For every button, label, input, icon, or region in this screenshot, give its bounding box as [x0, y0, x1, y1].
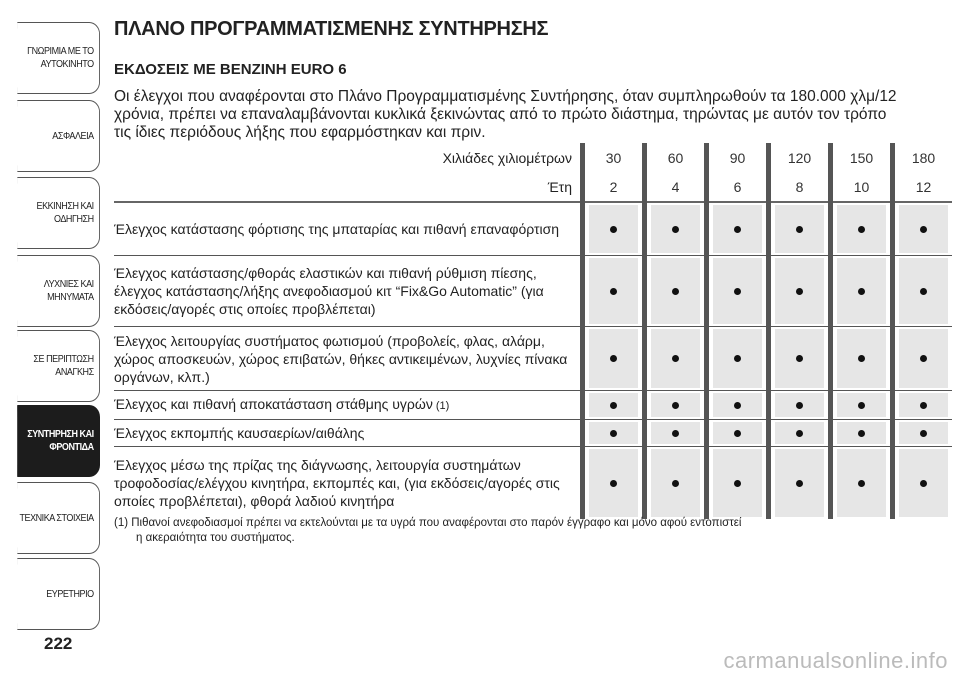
interval-cell-bg [775, 422, 824, 444]
interval-cell-bg [589, 393, 638, 417]
years-value: 2 [583, 172, 645, 202]
interval-cell [831, 447, 893, 520]
check-description [114, 420, 583, 447]
table-row [114, 391, 952, 420]
check-required-dot-icon [672, 402, 679, 409]
chapter-tab-label: ΣΥΝΤΗΡΗΣΗ ΚΑΙ ΦΡΟΝΤΙΔΑ [27, 429, 94, 453]
chapter-tab[interactable] [17, 100, 100, 172]
interval-cell [769, 256, 831, 327]
check-required-dot-icon [858, 226, 865, 233]
interval-cell-bg [775, 449, 824, 517]
check-label: Έλεγχος μέσω της πρίζας της διάγνωσης, λειτουργία συστημάτων τροφοδοσίας/ελέγχου κινητήρα, εκπομπές και, (για εκδόσεις/αγορές στις οποίες προβλέπεται), φθορά λαδιού κινητήρα [114, 457, 560, 509]
check-description [114, 391, 583, 420]
check-label: Έλεγχος κατάστασης φόρτισης της μπαταρίας και πιθανή επαναφόρτιση [114, 221, 560, 237]
check-required-dot-icon [734, 355, 741, 362]
interval-cell [769, 202, 831, 256]
interval-cell [645, 420, 707, 447]
interval-cell [769, 420, 831, 447]
interval-cell-bg [713, 205, 762, 253]
check-required-dot-icon [734, 288, 741, 295]
check-required-dot-icon [858, 480, 865, 487]
interval-cell-bg [713, 258, 762, 324]
interval-cell [769, 391, 831, 420]
interval-cell [769, 447, 831, 520]
interval-cell [645, 447, 707, 520]
interval-cell-bg [837, 422, 886, 444]
interval-cell-bg [837, 449, 886, 517]
interval-cell-bg [899, 329, 948, 388]
check-required-dot-icon [672, 226, 679, 233]
check-required-dot-icon [796, 480, 803, 487]
check-required-dot-icon [610, 402, 617, 409]
check-required-dot-icon [920, 430, 927, 437]
interval-cell-bg [775, 205, 824, 253]
check-required-dot-icon [610, 355, 617, 362]
interval-cell-bg [651, 393, 700, 417]
check-required-dot-icon [858, 402, 865, 409]
km-value: 180 [893, 143, 953, 172]
interval-cell [583, 327, 645, 391]
km-label: Χιλιάδες χιλιομέτρων [442, 149, 572, 166]
interval-cell [893, 327, 953, 391]
table-row [114, 447, 952, 520]
table-row [114, 202, 952, 256]
chapter-tab[interactable] [17, 177, 100, 249]
page-title: ΠΛΑΝΟ ΠΡΟΓΡΑΜΜΑΤΙΣΜΕΝΗΣ ΣΥΝΤΗΡΗΣΗΣ [114, 18, 549, 40]
check-label: Έλεγχος λειτουργίας συστήματος φωτισμού (προβολείς, φλας, αλάρμ, χώρος αποσκευών, χώρος επιβατών, θήκες αντικειμένων, λυχνίες πίνακα οργάνων, κλπ.) [114, 332, 568, 385]
km-value: 150 [831, 143, 893, 172]
check-required-dot-icon [858, 430, 865, 437]
footnote-ref: (1) [435, 400, 450, 412]
years-value: 8 [769, 172, 831, 202]
chapter-tab-label: ΑΣΦΑΛΕΙΑ [52, 130, 94, 142]
check-required-dot-icon [796, 430, 803, 437]
interval-cell [893, 202, 953, 256]
interval-cell [707, 420, 769, 447]
check-label: Έλεγχος εκπομπής καυσαερίων/αιθάλης [114, 425, 365, 441]
interval-cell [583, 447, 645, 520]
chapter-tab-label: ΛΥΧΝΙΕΣ ΚΑΙ ΜΗΝΥΜΑΤΑ [43, 279, 94, 303]
interval-cell [707, 327, 769, 391]
interval-cell-bg [713, 329, 762, 388]
check-required-dot-icon [920, 226, 927, 233]
check-required-dot-icon [610, 430, 617, 437]
years-value: 6 [707, 172, 769, 202]
years-label: Έτη [114, 172, 583, 202]
chapter-tab[interactable] [17, 22, 100, 94]
chapter-tab-label: ΓΝΩΡΙΜΙΑ ΜΕ ΤΟ ΑΥΤΟΚΙΝΗΤΟ [27, 46, 94, 70]
interval-cell [893, 391, 953, 420]
check-required-dot-icon [734, 402, 741, 409]
check-required-dot-icon [858, 288, 865, 295]
interval-cell-bg [651, 449, 700, 517]
interval-cell-bg [775, 393, 824, 417]
interval-cell [583, 202, 645, 256]
watermark: carmanualsonline.info [723, 648, 948, 673]
interval-cell-bg [899, 258, 948, 324]
interval-cell-bg [837, 258, 886, 324]
interval-cell-bg [899, 205, 948, 253]
interval-cell-bg [651, 422, 700, 444]
chapter-tab[interactable] [17, 482, 100, 554]
interval-cell [831, 420, 893, 447]
interval-cell-bg [713, 449, 762, 517]
interval-cell [893, 420, 953, 447]
years-value: 10 [831, 172, 893, 202]
interval-cell [831, 391, 893, 420]
interval-cell-bg [651, 329, 700, 388]
km-header-row [114, 143, 952, 172]
check-required-dot-icon [920, 355, 927, 362]
maintenance-table [114, 143, 952, 519]
interval-cell [893, 447, 953, 520]
interval-cell [707, 391, 769, 420]
interval-cell-bg [589, 329, 638, 388]
table-row [114, 256, 952, 327]
interval-cell-bg [589, 258, 638, 324]
check-description [114, 202, 583, 256]
interval-cell [707, 256, 769, 327]
km-value: 60 [645, 143, 707, 172]
chapter-tab-label: ΤΕΧΝΙΚΑ ΣΤΟΙΧΕΙΑ [19, 512, 94, 524]
interval-cell-bg [775, 258, 824, 324]
check-required-dot-icon [610, 480, 617, 487]
interval-cell-bg [775, 329, 824, 388]
interval-cell-bg [713, 422, 762, 444]
years-value: 4 [645, 172, 707, 202]
interval-cell [645, 256, 707, 327]
interval-cell-bg [837, 329, 886, 388]
interval-cell [893, 256, 953, 327]
check-required-dot-icon [920, 480, 927, 487]
interval-cell-bg [651, 258, 700, 324]
interval-cell [831, 256, 893, 327]
table-row [114, 420, 952, 447]
chapter-tab-label: ΣΕ ΠΕΡΙΠΤΩΣΗ ΑΝΑΓΚΗΣ [33, 354, 94, 378]
check-required-dot-icon [796, 226, 803, 233]
check-required-dot-icon [734, 430, 741, 437]
interval-cell [645, 391, 707, 420]
interval-cell [831, 202, 893, 256]
check-required-dot-icon [734, 480, 741, 487]
check-description [114, 447, 583, 520]
check-required-dot-icon [796, 402, 803, 409]
section-subtitle: ΕΚΔΟΣΕΙΣ ΜΕ ΒΕΝΖΙΝΗ EURO 6 [114, 61, 347, 78]
check-required-dot-icon [796, 288, 803, 295]
check-required-dot-icon [734, 226, 741, 233]
interval-cell-bg [899, 393, 948, 417]
interval-cell [831, 327, 893, 391]
years-header-row [114, 172, 952, 202]
table-row [114, 327, 952, 391]
km-value: 30 [583, 143, 645, 172]
interval-cell [583, 256, 645, 327]
years-value: 12 [893, 172, 953, 202]
footnote-line-1: (1) Πιθανοί ανεφοδιασμοί πρέπει να εκτελούνται με τα υγρά που αναφέρονται στο παρόν έγγραφο και μόνο αφού εντοπιστεί [114, 517, 742, 529]
check-required-dot-icon [858, 355, 865, 362]
interval-cell [707, 202, 769, 256]
check-required-dot-icon [920, 288, 927, 295]
check-required-dot-icon [610, 226, 617, 233]
interval-cell [707, 447, 769, 520]
interval-cell [645, 202, 707, 256]
chapter-tab-label: ΕΚΚΙΝΗΣΗ ΚΑΙ ΟΔΗΓΗΣΗ [36, 201, 94, 225]
interval-cell-bg [713, 393, 762, 417]
check-required-dot-icon [672, 355, 679, 362]
interval-cell [769, 327, 831, 391]
interval-cell-bg [589, 422, 638, 444]
page-number: 222 [44, 634, 73, 653]
interval-cell-bg [899, 449, 948, 517]
km-value: 90 [707, 143, 769, 172]
interval-cell-bg [651, 205, 700, 253]
chapter-tab[interactable] [17, 255, 100, 327]
interval-cell-bg [837, 393, 886, 417]
chapter-tab[interactable] [17, 330, 100, 402]
interval-cell [583, 420, 645, 447]
check-label: Έλεγχος κατάστασης/φθοράς ελαστικών και πιθανή ρύθμιση πίεσης, έλεγχος κατάστασης/λήξης ανεφοδιασμού κιτ “Fix&Go Automatic” (για εκδόσεις/αγορές στις οποίες προβλέπεται) [114, 265, 544, 317]
check-description [114, 256, 583, 327]
check-required-dot-icon [796, 355, 803, 362]
chapter-tab[interactable] [17, 558, 100, 630]
check-required-dot-icon [920, 402, 927, 409]
check-required-dot-icon [610, 288, 617, 295]
intro-paragraph: Οι έλεγχοι που αναφέρονται στο Πλάνο Προγραμματισμένης Συντήρησης, όταν συμπληρωθούν τα 180.000 χλμ/12 χρόνια, πρέπει να επαναλαμβάνονται κυκλικά ξεκινώντας από το πρώτο διάστημα, τηρώντας με αυτόν τον τρόπο τις ίδιες περιόδους λήξης που εφαρμόστηκαν και πριν. [114, 88, 897, 141]
check-required-dot-icon [672, 430, 679, 437]
interval-cell [645, 327, 707, 391]
interval-cell-bg [899, 422, 948, 444]
interval-cell-bg [837, 205, 886, 253]
footnote [114, 516, 914, 546]
footnote-line-2: η ακεραιότητα του συστήματος. [136, 532, 295, 544]
chapter-tab[interactable] [17, 405, 100, 477]
check-required-dot-icon [672, 288, 679, 295]
interval-cell-bg [589, 205, 638, 253]
check-required-dot-icon [672, 480, 679, 487]
interval-cell-bg [589, 449, 638, 517]
interval-cell [583, 391, 645, 420]
check-label: Έλεγχος και πιθανή αποκατάσταση στάθμης υγρών [114, 396, 433, 412]
chapter-tab-label: ΕΥΡΕΤΗΡΙΟ [46, 588, 94, 600]
check-description [114, 327, 583, 391]
km-value: 120 [769, 143, 831, 172]
